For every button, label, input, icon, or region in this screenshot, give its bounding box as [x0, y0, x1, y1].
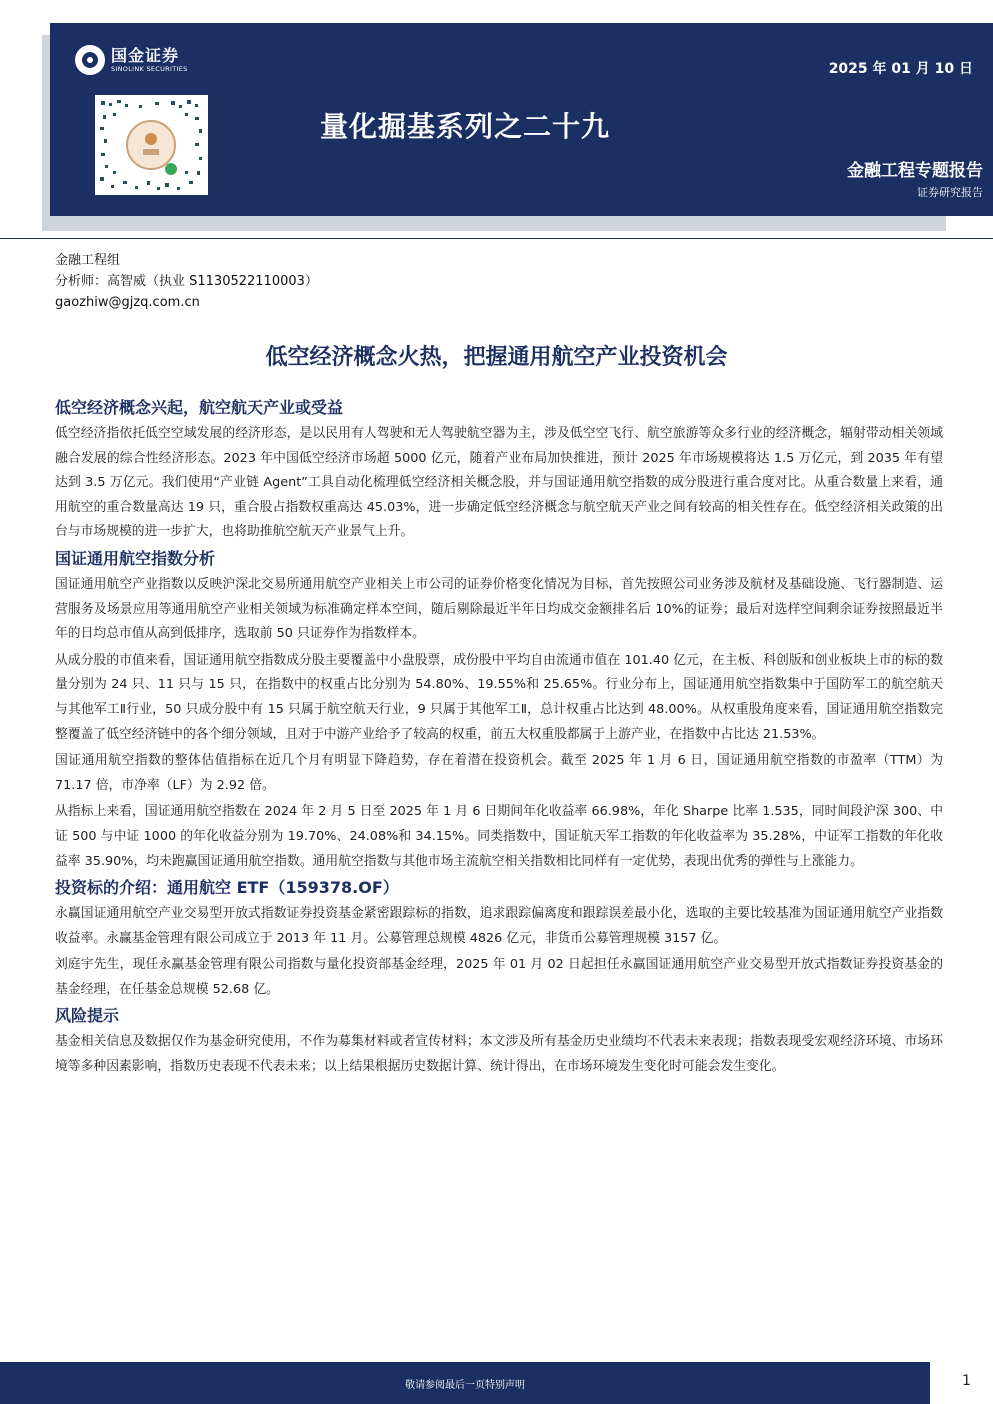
analyst-group: 金融工程组 — [55, 253, 121, 268]
logo-en: SINOLINK SECURITIES — [111, 64, 188, 73]
section-heading: 投资标的介绍：通用航空 ETF（159378.OF） — [55, 878, 399, 898]
paragraph: 永赢国证通用航空产业交易型开放式指数证券投资基金紧密跟踪标的指数，追求跟踪偏离度和跟踪误差最小化，选取的主要比较基准为国证通用航空产业指数收益率。永赢基金管理有限公司成立于 2013 年 11 月。公募管理总规模 4826 亿元，非货币公募管理规模 3157 亿。 — [55, 906, 943, 946]
paragraph: 低空经济指依托低空空域发展的经济形态，是以民用有人驾驶和无人驾驶航空器为主，涉及低空空飞行、航空旅游等众多行业的经济概念，辐射带动相关领域融合发展的综合性经济形态。2023 年中国低空经济市场超 5000 亿元，随着产业布局加快推进，预计 2025 年市场规模将达 1.5 万亿元，到 2035 年有望达到 3.5 万亿元。我们使用“产业链 Agent”工具自动化梳理低空经济相关概念股，并与国证通用航空指数的成分股进行重合度对比。从重合数量上来看，通用航空的重合数量高达 19 只，重合股占指数权重高达 45.03%，进一步确定低空经济概念与航空航天产业之间有较高的相关性存在。低空经济相关政策的出台与市场规模的进一步扩大，也将助推航空航天产业景气上升。 — [55, 426, 943, 540]
report-type: 金融工程专题报告 — [847, 161, 983, 181]
section-heading: 国证通用航空指数分析 — [55, 548, 216, 568]
paragraph: 从指标上来看，国证通用航空指数在 2024 年 2 月 5 日至 2025 年 1 月 6 日期间年化收益率 66.98%，年化 Sharpe 比率 1.535，同时间段沪深 300、中证 500 与中证 1000 的年化收益分别为 19.70%、24.08%和 34.15%。同类指数中，国证航天军工指数的年化收益率为 35.28%，中证军工指数的年化收益率 35.90%，均未跑赢国证通用航空指数。通用航空指数与其他市场主流航空相关指数相比同样有一定优势，表现出优秀的弹性与上涨能力。 — [55, 804, 943, 869]
series-title: 量化掘基系列之二十九 — [320, 110, 611, 143]
page-number: 1 — [962, 1373, 971, 1389]
analyst-info — [55, 250, 318, 313]
paragraph: 基金相关信息及数据仅作为基金研究使用，不作为募集材料或者宣传材料；本文涉及所有基金历史业绩均不代表未来表现；指数表现受宏观经济环境、市场环境等多种因素影响，指数历史表现不代表未来；以上结果根据历史数据计算、统计得出，在市场环境发生变化时可能会发生变化。 — [55, 1034, 943, 1075]
footer-notice: 敬请参阅最后一页特别声明 — [405, 1380, 525, 1391]
paragraph: 从成分股的市值来看，国证通用航空指数成分股主要覆盖中小盘股票，成份股中平均自由流通市值在 101.40 亿元，在主板、科创版和创业板块上市的标的数量分别为 24 只、11 只与 15 只，在指数中的权重占比分别为 54.80%、19.55%和 25.65%。行业分布上，国证通用航空指数集中于国防军工的航空航天与其他军工Ⅱ行业，50 只成分股中有 15 只属于航空航天行业，9 只属于其他军工Ⅱ，总计权重占比达到 48.00%。从权重股角度来看，国证通用航空指数完整覆盖了低空经济链中的各个细分领域，且对于中游产业给予了较高的权重，前五大权重股都属于上游产业，在指数中占比达 21.53%。 — [55, 652, 943, 742]
analyst-name: 分析师：高智威（执业 S1130522110003） — [55, 274, 318, 289]
section-heading: 低空经济概念兴起，航空航天产业或受益 — [55, 398, 344, 417]
header-divider — [0, 238, 993, 239]
paragraph: 国证通用航空产业指数以反映沪深北交易所通用航空产业相关上市公司的证券价格变化情况为目标，首先按照公司业务涉及航材及基础设施、飞行器制造、运营服务及场景应用等通用航空产业相关领域为标准确定样本空间，随后剔除最近半年日均成交金额排名后 10%的证券；最后对选样空间剩余证券按照最近半年的日均总市值从高到低排序，选取前 50 只证券作为指数样本。 — [55, 576, 943, 642]
qr-code-icon — [95, 95, 208, 195]
report-date: 2025 年 01 月 10 日 — [828, 61, 973, 77]
paragraph: 刘庭宇先生，现任永赢基金管理有限公司指数与量化投资部基金经理，2025 年 01 月 02 日起担任永赢国证通用航空产业交易型开放式指数证券投资基金的基金经理，在任基金总规模 52.68 亿。 — [55, 957, 943, 997]
document-title: 低空经济概念火热，把握通用航空产业投资机会 — [265, 345, 728, 370]
report-body — [55, 396, 943, 1082]
company-logo — [75, 45, 188, 75]
analyst-email[interactable]: gaozhiw@gjzq.com.cn — [55, 295, 200, 310]
logo-cn: 国金证券 — [111, 45, 180, 65]
logo-icon — [75, 45, 105, 75]
paragraph: 国证通用航空指数的整体估值指标在近几个月有明显下降趋势，存在着潜在投资机会。截至 2025 年 1 月 6 日，国证通用航空指数的市盈率（TTM）为 71.17 倍，市净率（LF）为 2.92 倍。 — [55, 753, 943, 793]
section-heading: 风险提示 — [55, 1006, 120, 1026]
report-subtype: 证券研究报告 — [917, 186, 983, 199]
